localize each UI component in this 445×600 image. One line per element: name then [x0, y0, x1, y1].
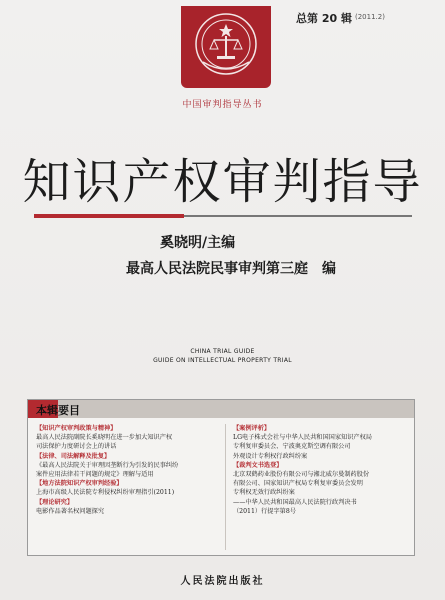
contents-section-heading: 【案例评析】: [233, 425, 271, 432]
contents-section-heading: 【法律、司法解释及批复】: [36, 452, 111, 460]
contents-item: 案件应用法律若干问题的规定》理解与适用: [36, 471, 154, 479]
english-title-2: GUIDE ON INTELLECTUAL PROPERTY TRIAL: [153, 357, 292, 364]
contents-item: 电影作品著名权问题探究: [36, 507, 105, 515]
contents-box: [27, 399, 415, 556]
contents-item: 外观设计专利权行政纠纷案: [233, 452, 308, 460]
contents-heading: 本辑要目: [36, 404, 80, 417]
series-name: 中国审判指导丛书: [182, 100, 263, 110]
contents-section-heading: 【知识产权审判政策与精神】: [36, 425, 117, 432]
contents-item: 《最高人民法院关于审理因垄断行为引发的民事纠纷: [36, 461, 179, 469]
contents-left-column: [36, 424, 218, 516]
contents-item: 专利权无效行政纠纷案: [233, 489, 295, 497]
contents-section-heading: 【理论研究】: [36, 498, 74, 506]
title-rule-red: [34, 214, 184, 218]
contents-item: 上海市高级人民法院专利侵权纠纷审理指引(2011): [36, 489, 175, 497]
contents-item: 司法保护力度研讨会上的讲话: [36, 443, 117, 451]
contents-item: 专利复审委员会、宁波奥克斯空调有限公司: [233, 443, 351, 451]
compiler-line: 最高人民法院民事审判第三庭 编: [126, 261, 336, 277]
contents-item: ——中华人民共和国最高人民法院行政判决书: [233, 498, 357, 506]
court-emblem-icon: [181, 6, 271, 88]
contents-header: [28, 400, 414, 418]
issue-date: (2011.2): [355, 13, 385, 21]
contents-item: 最高人民法院副院长奚晓明在进一步加大知识产权: [36, 434, 173, 442]
contents-item: （2011）行提字第8号: [233, 507, 296, 515]
english-title-1: CHINA TRIAL GUIDE: [190, 348, 255, 355]
title-rule-gray: [184, 215, 412, 217]
contents-item: 有限公司、国家知识产权局专利复审委员会发明: [233, 480, 363, 488]
publisher-name: 人民法院出版社: [180, 576, 265, 587]
contents-section-heading: 【裁判文书选登】: [233, 461, 283, 469]
issue-number: 总第 20 辑: [296, 12, 352, 25]
editor-line: 奚晓明/主编: [160, 235, 236, 251]
contents-section-heading: 【地方法院知识产权审判经验】: [36, 480, 123, 488]
contents-item: LG电子株式会社与中华人民共和国国家知识产权局: [233, 434, 372, 442]
contents-item: 北京双鹤药业股份有限公司与湘北威尔曼制药股份: [233, 471, 370, 479]
book-title: 知识产权审判指导: [22, 154, 423, 210]
contents-divider: [225, 424, 226, 550]
contents-right-column: [233, 424, 411, 516]
